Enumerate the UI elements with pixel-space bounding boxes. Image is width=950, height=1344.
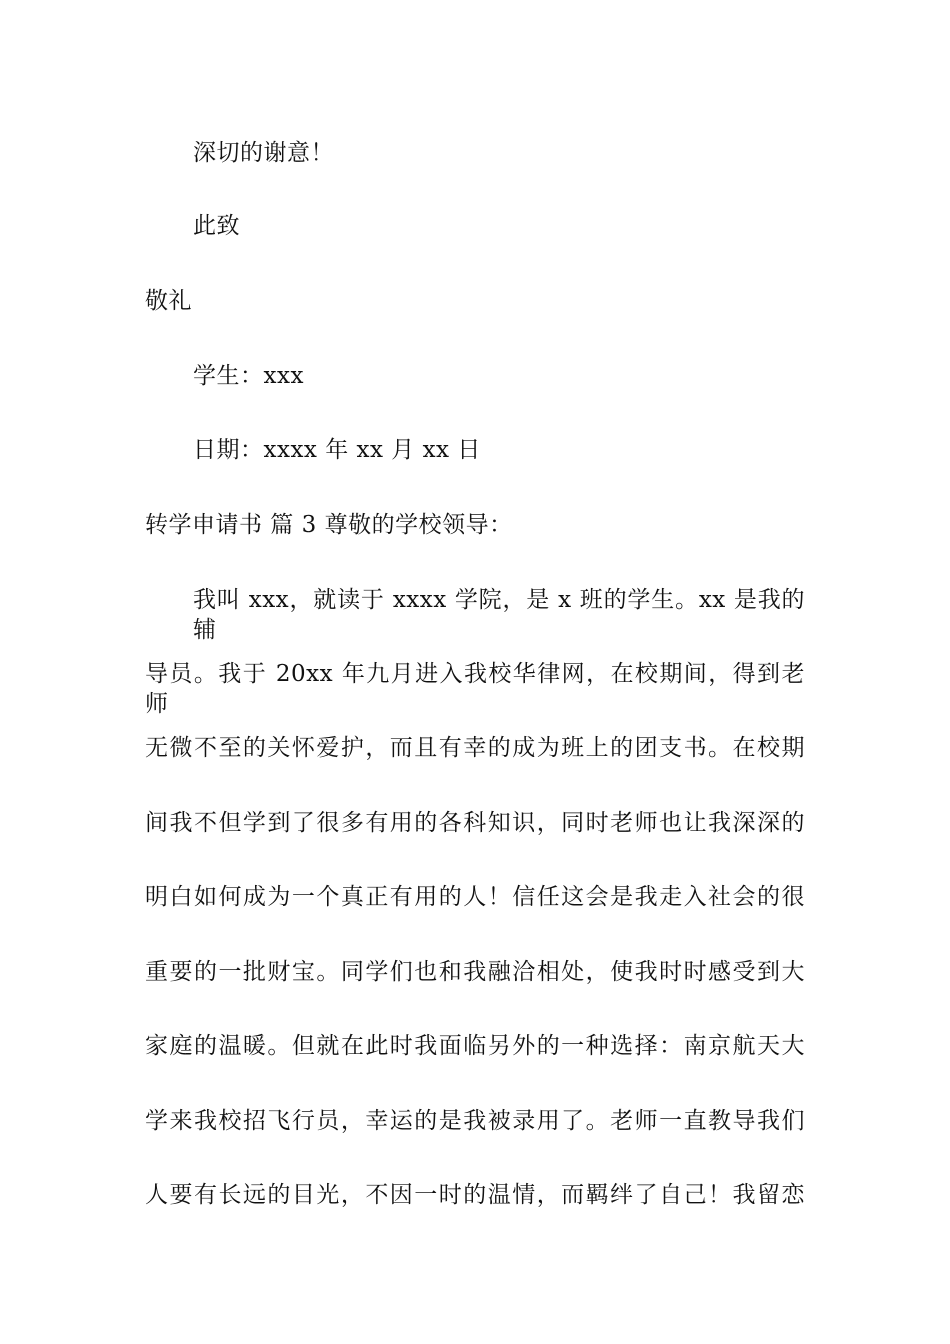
body-line: 重要的一批财宝。同学们也和我融洽相处，使我时时感受到大: [145, 959, 805, 985]
body-line: 家庭的温暖。但就在此时我面临另外的一种选择：南京航天大: [145, 1033, 805, 1059]
salutation-jingli: 敬礼: [145, 288, 192, 314]
closing-thanks-line: 深切的谢意！: [193, 140, 334, 166]
salutation-cizhi: 此致: [193, 213, 240, 239]
body-line: 间我不但学到了很多有用的各科知识，同时老师也让我深深的: [145, 810, 805, 836]
body-line: 无微不至的关怀爱护，而且有幸的成为班上的团支书。在校期: [145, 735, 805, 761]
date-line: 日期：xxxx 年 xx 月 xx 日: [193, 437, 481, 463]
body-line: 明白如何成为一个真正有用的人！信任这会是我走入社会的很: [145, 884, 805, 910]
body-line: 人要有长远的目光，不因一时的温情，而羁绊了自己！我留恋: [145, 1182, 805, 1208]
body-line: 学来我校招飞行员，幸运的是我被录用了。老师一直教导我们: [145, 1108, 805, 1134]
body-line: 我叫 xxx，就读于 xxxx 学院，是 x 班的学生。xx 是我的辅: [193, 587, 805, 643]
body-line: 导员。我于 20xx 年九月进入我校华律网，在校期间，得到老师: [145, 661, 805, 717]
section-heading: 转学申请书 篇 3 尊敬的学校领导：: [145, 512, 513, 538]
student-signature: 学生：xxx: [193, 363, 304, 389]
